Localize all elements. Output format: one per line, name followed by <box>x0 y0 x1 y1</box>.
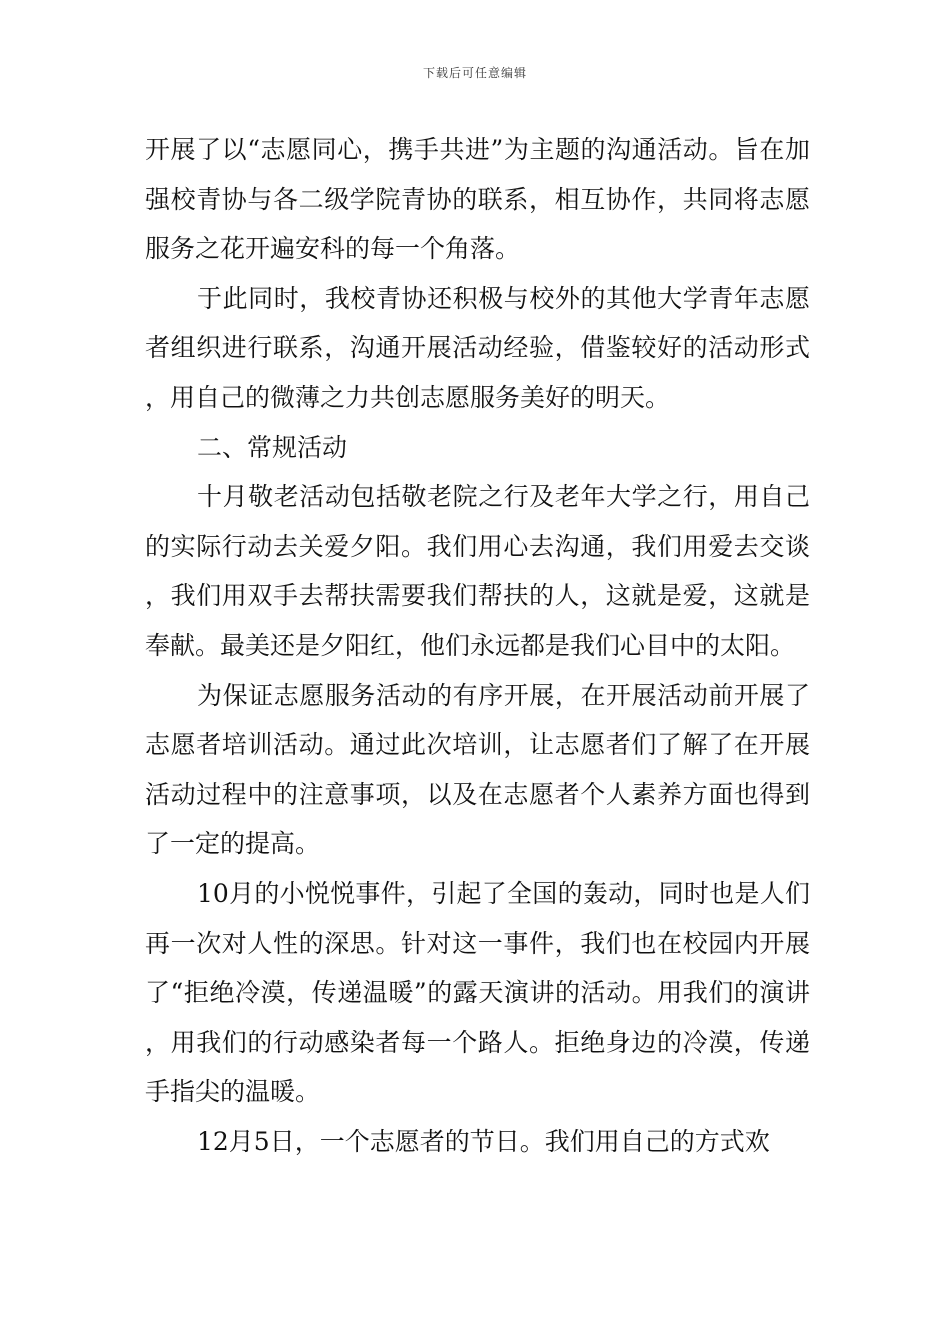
section-heading: 二、常规活动 <box>197 432 348 462</box>
document-body <box>145 125 810 1166</box>
paragraph: 于此同时，我校青协还积极与校外的其他大学青年志愿者组织进行联系，沟通开展活动经验，借鉴较好的活动形式，用自己的微薄之力共创志愿服务美好的明天。 <box>145 283 810 412</box>
page-header: 下载后可任意编辑 <box>422 66 527 80</box>
paragraph: 10月的小悦悦事件，引起了全国的轰动，同时也是人们再一次对人性的深思。针对这一事件，我们也在校园内开展了“拒绝冷漠，传递温暖”的露天演讲的活动。用我们的演讲，用我们的行动感染者每一个路人。拒绝身边的冷漠，传递手指尖的温暖。 <box>145 878 810 1107</box>
paragraph-continuation: 开展了以“志愿同心，携手共进”为主题的沟通活动。旨在加强校青协与各二级学院青协的联系，相互协作，共同将志愿服务之花开遍安科的每一个角落。 <box>145 135 810 264</box>
paragraph: 十月敬老活动包括敬老院之行及老年大学之行，用自己的实际行动去关爱夕阳。我们用心去沟通，我们用爱去交谈，我们用双手去帮扶需要我们帮扶的人，这就是爱，这就是奉献。最美还是夕阳红，他们永远都是我们心目中的太阳。 <box>145 482 810 660</box>
paragraph: 为保证志愿服务活动的有序开展，在开展活动前开展了志愿者培训活动。通过此次培训，让志愿者们了解了在开展活动过程中的注意事项，以及在志愿者个人素养方面也得到了一定的提高。 <box>145 680 810 859</box>
paragraph: 12月5日，一个志愿者的节日。我们用自己的方式欢 <box>197 1126 770 1156</box>
